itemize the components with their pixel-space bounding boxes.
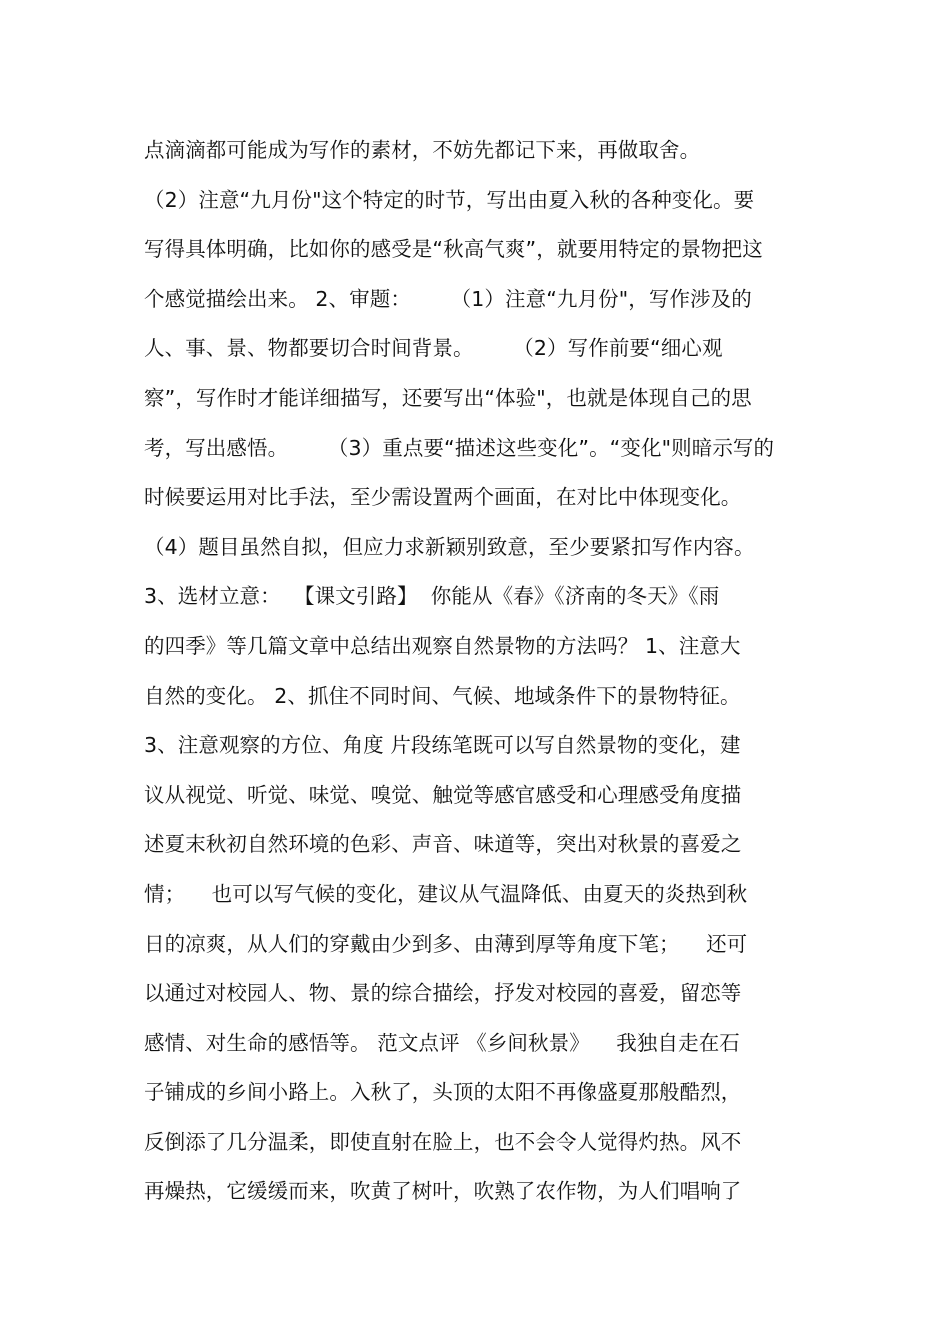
body-text xyxy=(144,126,824,1217)
text-line: 反倒添了几分温柔，即使直射在脸上，也不会令人觉得灼热。风不 xyxy=(144,1129,742,1154)
text-line: 情； 也可以写气候的变化，建议从气温降低、由夏天的炎热到秋 xyxy=(144,881,748,906)
text-line: 日的凉爽，从人们的穿戴由少到多、由薄到厚等角度下笔； 还可 xyxy=(144,931,748,956)
text-line: 3、注意观察的方位、角度 片段练笔既可以写自然景物的变化，建 xyxy=(144,733,741,758)
text-line: 的四季》等几篇文章中总结出观察自然景物的方法吗？ 1、注意大 xyxy=(144,633,741,658)
text-line: 察”，写作时才能详细描写，还要写出“体验"，也就是体现自己的思 xyxy=(144,385,752,410)
text-line: 感情、对生命的感悟等。 范文点评 《乡间秋景》 我独自走在石 xyxy=(144,1030,740,1055)
text-line: 议从视觉、听觉、味觉、嗅觉、触觉等感官感受和心理感受角度描 xyxy=(144,782,742,807)
text-line: 3、选材立意： 【课文引路】 你能从《春》《济南的冬天》《雨 xyxy=(144,584,720,609)
text-line: 述夏末秋初自然环境的色彩、声音、味道等，突出对秋景的喜爱之 xyxy=(144,832,742,857)
text-line: 自然的变化。 2、抓住不同时间、气候、地域条件下的景物特征。 xyxy=(144,683,741,708)
text-line: 个感觉描绘出来。 2、审题： （1）注意“九月份"，写作涉及的 xyxy=(144,286,752,311)
text-line: 再燥热，它缓缓而来，吹黄了树叶，吹熟了农作物，为人们唱响了 xyxy=(144,1179,742,1204)
text-line: （4）题目虽然自拟，但应力求新颖别致意，至少要紧扣写作内容。 xyxy=(144,534,755,559)
text-line: （2）注意“九月份"这个特定的时节，写出由夏入秋的各种变化。要 xyxy=(144,187,755,212)
text-line: 以通过对校园人、物、景的综合描绘，抒发对校园的喜爱，留恋等 xyxy=(144,981,742,1006)
text-line: 时候要运用对比手法，至少需设置两个画面，在对比中体现变化。 xyxy=(144,485,742,510)
text-line: 点滴滴都可能成为写作的素材，不妨先都记下来，再做取舍。 xyxy=(144,138,701,162)
text-line: 考，写出感悟。 （3）重点要“描述这些变化”。“变化"则暗示写的 xyxy=(144,435,775,460)
text-line: 子铺成的乡间小路上。入秋了，头顶的太阳不再像盛夏那般酷烈， xyxy=(144,1080,742,1105)
text-line: 人、事、景、物都要切合时间背景。 （2）写作前要“细心观 xyxy=(144,336,723,361)
text-line: 写得具体明确，比如你的感受是“秋高气爽”，就要用特定的景物把这 xyxy=(144,237,763,262)
